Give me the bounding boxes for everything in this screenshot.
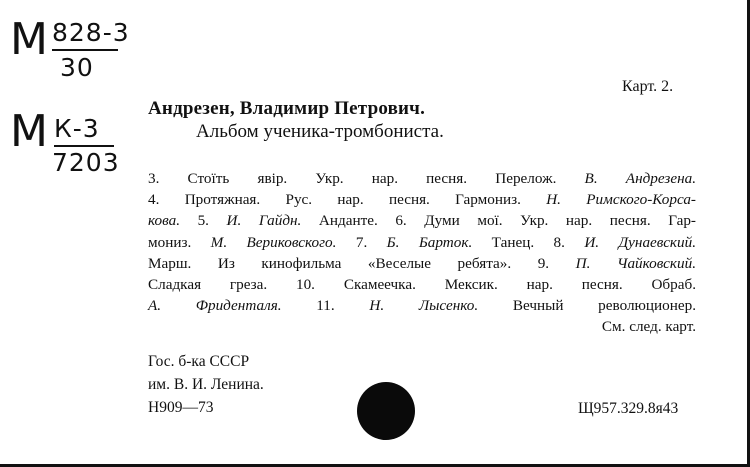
shelf-mark-letter-top: М bbox=[10, 14, 48, 65]
contents-line bbox=[148, 232, 696, 253]
author-name-italic: В. Андрезена. bbox=[584, 170, 697, 187]
library-code: Н909—73 bbox=[148, 399, 214, 416]
contents-text: Вечный революционер. bbox=[478, 297, 696, 315]
contents-line bbox=[148, 189, 696, 210]
contents-text: Сладкая греза. 10. Скамеечка. Мексик. нар. песня. Обраб. bbox=[148, 275, 696, 293]
contents-text: 11. bbox=[281, 297, 370, 315]
library-dedication: им. В. И. Ленина. bbox=[148, 376, 264, 393]
contents-text: 3. Стоїть явір. Укр. нар. песня. Перелож. bbox=[148, 170, 585, 187]
author-name-italic: П. Чайковский. bbox=[575, 254, 696, 272]
shelf-mark-number-top: 828-3 bbox=[52, 18, 130, 47]
contents-text: мониз. bbox=[148, 233, 211, 251]
contents-line bbox=[148, 210, 696, 231]
contents-text: Танец. 8. bbox=[472, 233, 585, 251]
contents-text: Анданте. 6. Думи мої. Укр. нар. песня. Гар- bbox=[301, 212, 696, 230]
contents-text: 5. bbox=[180, 212, 227, 230]
book-title: Альбом ученика-тромбониста. bbox=[196, 121, 444, 142]
shelf-mark-denominator-bottom: 7203 bbox=[52, 148, 120, 177]
classification-code: Щ957.329.8я43 bbox=[578, 400, 679, 417]
contents-text: Марш. Из кинофильма «Веселые ребята». 9. bbox=[148, 254, 576, 272]
contents-line bbox=[148, 274, 696, 295]
contents-text: 7. bbox=[336, 233, 387, 251]
author-name-italic: М. Вериковского. bbox=[210, 233, 337, 251]
shelf-mark-letter-bottom: М bbox=[10, 106, 48, 157]
library-name: Гос. б-ка СССР bbox=[148, 353, 250, 370]
author-name-italic: Н. Римского-Корса- bbox=[546, 191, 696, 209]
author-name-italic: И. Гайдн. bbox=[226, 212, 302, 230]
contents-line bbox=[148, 253, 696, 274]
author-name-italic: А. Фриденталя. bbox=[148, 297, 282, 315]
author-name-italic: Б. Барток. bbox=[386, 233, 473, 251]
contents-text: 4. Протяжная. Рус. нар. песня. Гармониз. bbox=[148, 191, 547, 209]
library-stamp bbox=[148, 350, 264, 419]
author-heading: Андрезен, Владимир Петрович. bbox=[148, 98, 426, 119]
contents-line bbox=[148, 168, 696, 189]
author-name-italic: кова. bbox=[148, 212, 180, 230]
shelf-mark-divider-bottom bbox=[54, 145, 114, 147]
shelf-mark-divider-top bbox=[52, 49, 118, 51]
card-number: Карт. 2. bbox=[622, 78, 674, 95]
author-name-italic: И. Дунаевский. bbox=[584, 233, 697, 251]
shelf-mark-denominator-top: 30 bbox=[60, 53, 94, 82]
contents-note bbox=[148, 168, 696, 338]
author-name-italic: Н. Лысенко. bbox=[369, 297, 479, 315]
shelf-mark-number-bottom: К-3 bbox=[54, 114, 100, 143]
punch-hole bbox=[357, 382, 415, 440]
contents-line bbox=[148, 295, 696, 316]
see-next-card: См. след. карт. bbox=[601, 318, 696, 336]
